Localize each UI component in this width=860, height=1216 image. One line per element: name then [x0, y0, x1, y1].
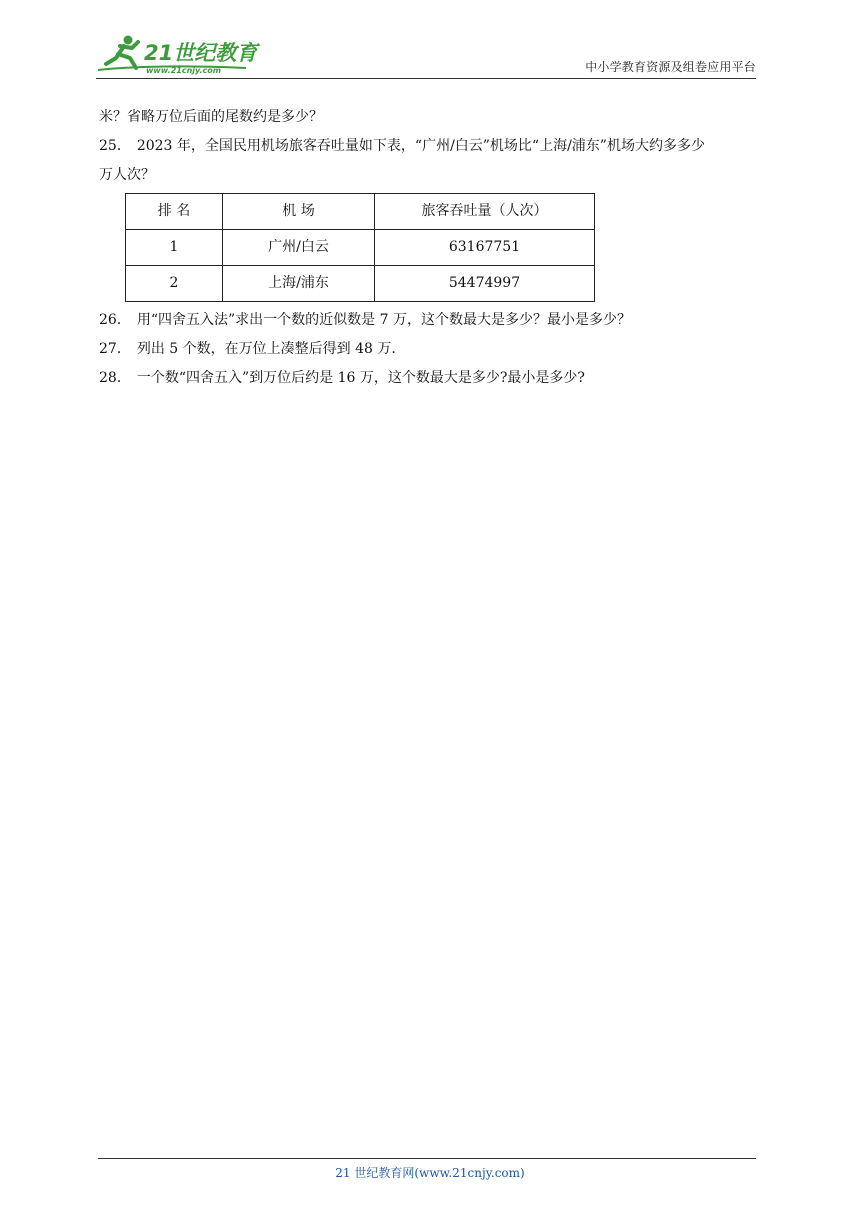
footer-divider — [98, 1158, 756, 1159]
carry-over-line: 米？省略万位后面的尾数约是多少？ — [99, 109, 323, 125]
question-text: 一个数“四舍五入”到万位后约是 16 万，这个数最大是多少?最小是多少? — [136, 370, 585, 386]
page-header — [96, 34, 756, 79]
question-text: 列出 5 个数，在万位上凑整后得到 48 万. — [136, 341, 396, 357]
question-text: 2023 年，全国民用机场旅客吞吐量如下表，“广州/白云”机场比“上海/浦东”机场大约多多少 — [136, 138, 705, 154]
airport-traffic-table — [125, 193, 595, 302]
question-number: 26． — [99, 312, 131, 328]
footer-text[interactable]: 21 世纪教育网(www.21cnjy.com) — [335, 1166, 525, 1180]
question-number: 27． — [99, 341, 131, 357]
table-cell: 上海/浦东 — [223, 266, 375, 302]
column-header-rank: 排 名 — [126, 194, 223, 230]
logo — [96, 34, 266, 76]
table-cell: 63167751 — [375, 230, 595, 266]
question-26 — [99, 306, 759, 335]
table-cell: 54474997 — [375, 266, 595, 302]
table-cell: 1 — [126, 230, 223, 266]
question-25-continuation: 万人次？ — [99, 167, 155, 183]
header-platform-text: 中小学教育资源及组卷应用平台 — [585, 60, 756, 74]
question-25 — [99, 132, 759, 161]
question-27 — [99, 335, 759, 364]
question-text: 用“四舍五入法”求出一个数的近似数是 7 万，这个数最大是多少？最小是多少？ — [136, 312, 631, 328]
question-content — [99, 103, 759, 393]
column-header-airport: 机 场 — [223, 194, 375, 230]
table-cell: 2 — [126, 266, 223, 302]
logo-text: 21世纪教育 — [144, 41, 258, 65]
logo-runner-icon — [96, 34, 266, 76]
table-row — [126, 230, 595, 266]
question-number: 25． — [99, 138, 131, 154]
column-header-passengers: 旅客吞吐量（人次） — [375, 194, 595, 230]
table-cell: 广州/白云 — [223, 230, 375, 266]
logo-url: www.21cnjy.com — [146, 66, 222, 75]
table-header-row — [126, 194, 595, 230]
question-number: 28． — [99, 370, 131, 386]
table-row — [126, 266, 595, 302]
question-28 — [99, 364, 759, 393]
